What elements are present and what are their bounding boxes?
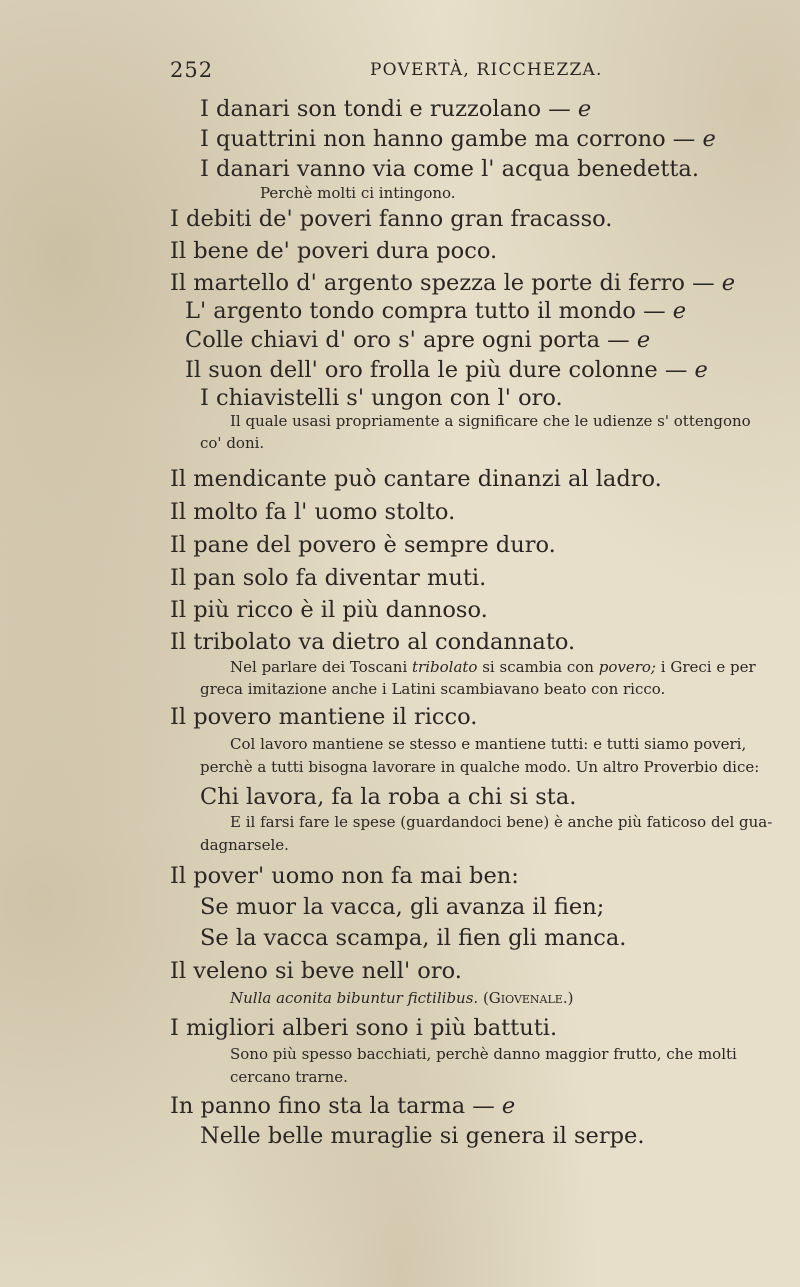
proverb-line: Il più ricco è il più dannoso.	[170, 597, 488, 623]
page-number: 252	[170, 58, 214, 82]
commentary-note: Sono più spesso bacchiati, perchè danno maggior frutto, che molti	[230, 1045, 737, 1063]
proverb-line: Se la vacca scampa, il fien gli manca.	[200, 925, 627, 951]
commentary-note: Perchè molti ci intingono.	[260, 184, 456, 202]
proverb-line: I danari vanno via come l' acqua benedetta.	[200, 156, 699, 182]
commentary-note: Nel parlare dei Toscani tribolato si scambia con povero; i Greci e per	[230, 658, 756, 676]
proverb-line: Il povero mantiene il ricco.	[170, 704, 478, 730]
proverb-line: Il veleno si beve nell' oro.	[170, 958, 462, 984]
proverb-line: L' argento tondo compra tutto il mondo — e	[185, 298, 687, 324]
commentary-note: Col lavoro mantiene se stesso e mantiene tutti: e tutti siamo poveri,	[230, 735, 747, 753]
commentary-note: Il quale usasi propriamente a significare che le udienze s' ottengono	[230, 412, 751, 430]
proverb-line: I danari son tondi e ruzzolano — e	[200, 96, 592, 122]
proverb-line: Il pane del povero è sempre duro.	[170, 532, 556, 558]
proverb-line: In panno fino sta la tarma — e	[170, 1093, 516, 1119]
commentary-note: dagnarsele.	[200, 836, 289, 854]
proverb-line: Se muor la vacca, gli avanza il fien;	[200, 894, 605, 920]
commentary-note: perchè a tutti bisogna lavorare in qualche modo. Un altro Proverbio dice:	[200, 758, 760, 776]
commentary-note: Nulla aconita bibuntur fictilibus. (Giovenale.)	[230, 989, 574, 1007]
commentary-note: co' doni.	[200, 434, 265, 452]
proverb-line: Nelle belle muraglie si genera il serpe.	[200, 1123, 645, 1149]
commentary-note: E il farsi fare le spese (guardandoci bene) è anche più faticoso del gua-	[230, 813, 773, 831]
proverb-line: Il tribolato va dietro al condannato.	[170, 629, 576, 655]
proverb-line: Il mendicante può cantare dinanzi al ladro.	[170, 466, 662, 492]
proverb-line: Il suon dell' oro frolla le più dure colonne — e	[185, 357, 708, 383]
commentary-note: greca imitazione anche i Latini scambiavano beato con ricco.	[200, 680, 666, 698]
proverb-line: Il molto fa l' uomo stolto.	[170, 499, 456, 525]
proverb-line: Il pover' uomo non fa mai ben:	[170, 863, 519, 889]
proverb-line: Colle chiavi d' oro s' apre ogni porta — e	[185, 327, 651, 353]
proverb-line: Il bene de' poveri dura poco.	[170, 238, 498, 264]
proverb-line: Chi lavora, fa la roba a chi si sta.	[200, 784, 577, 810]
proverb-line: I debiti de' poveri fanno gran fracasso.	[170, 206, 613, 232]
proverb-line: Il pan solo fa diventar muti.	[170, 565, 487, 591]
page-header	[170, 58, 730, 88]
proverb-line: I chiavistelli s' ungon con l' oro.	[200, 385, 563, 411]
proverb-line: I quattrini non hanno gambe ma corrono — e	[200, 126, 716, 152]
proverb-line: I migliori alberi sono i più battuti.	[170, 1015, 558, 1041]
proverb-line: Il martello d' argento spezza le porte di ferro — e	[170, 270, 736, 296]
running-title: POVERTÀ, RICCHEZZA.	[370, 60, 603, 80]
commentary-note: cercano trarne.	[230, 1068, 348, 1086]
